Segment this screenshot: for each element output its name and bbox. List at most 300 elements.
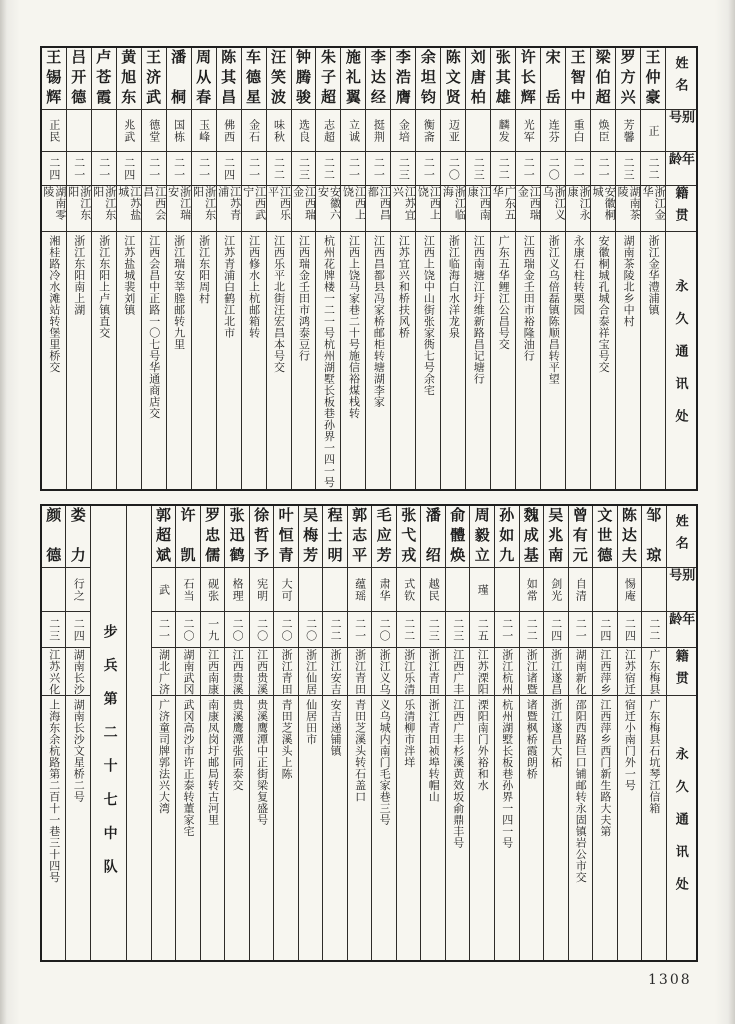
alias-cell: [642, 568, 666, 612]
name-cell: [366, 48, 390, 110]
native-cell: 广东梅县: [642, 648, 666, 696]
alias-cell: 金培: [391, 110, 415, 152]
person-name: 汪 笑 波: [271, 50, 287, 106]
name-cell: [544, 506, 568, 568]
alias-cell: 衡斋: [416, 110, 440, 152]
roster-table-bottom: [40, 504, 698, 962]
age-cell: 二一: [591, 152, 615, 186]
age-cell: 二三: [421, 612, 445, 648]
address-cell: 永康石柱转栗园: [572, 235, 585, 316]
name-cell: [541, 48, 565, 110]
header-age: 年龄: [666, 152, 696, 186]
alias-cell: [92, 110, 116, 152]
roster-table-top: [40, 46, 698, 491]
person-column: [440, 48, 465, 489]
person-column: [615, 48, 640, 489]
age-cell: 二一: [516, 152, 540, 186]
address-cell: 江西萍乡西门新生路大夫第: [598, 699, 611, 837]
native-cell: 浙江东阳: [92, 186, 116, 232]
person-name: 郭 超 斌: [156, 508, 172, 564]
alias-cell: [593, 568, 617, 612]
name-cell: [201, 506, 225, 568]
person-name: 王 智 中: [570, 50, 586, 106]
person-column: [200, 506, 225, 960]
native-cell: 江西萍乡: [593, 648, 617, 696]
alias-cell: 自清: [569, 568, 593, 612]
person-column: [515, 48, 540, 489]
address-cell: 江苏青浦白鹤江北市: [222, 235, 235, 339]
person-name: 邹 琼: [646, 508, 662, 564]
person-column: [445, 506, 470, 960]
person-name: 朱 子 超: [320, 50, 336, 106]
native-cell: 江西瑞金: [292, 186, 316, 232]
person-column: [640, 48, 665, 489]
name-cell: [152, 506, 176, 568]
alias-cell: 砚张: [201, 568, 225, 612]
person-column: [65, 506, 90, 960]
native-cell: 广东五华: [491, 186, 515, 232]
person-column: [568, 506, 593, 960]
address-cell: 江苏宜兴和桥扶风桥: [397, 235, 410, 339]
native-cell: 浙江永康: [566, 186, 590, 232]
address-cell: 江西南塘江圩维新路昌记塘行: [472, 235, 485, 385]
person-column: [396, 506, 421, 960]
native-cell: 江苏青浦: [217, 186, 241, 232]
person-name: 王 济 武: [146, 50, 162, 106]
name-cell: [316, 48, 340, 110]
age-cell: 二一: [348, 612, 372, 648]
address-cell: 仙居田市: [304, 699, 317, 745]
unit-label: 步兵第二十七中队: [101, 624, 117, 893]
address-cell: 安徽桐城孔城合泰祥宝号交: [597, 235, 610, 373]
person-column: [347, 506, 372, 960]
alias-cell: 宪明: [250, 568, 274, 612]
age-cell: 二〇: [441, 152, 465, 186]
native-cell: 江西贵溪: [250, 648, 274, 696]
person-column: [322, 506, 347, 960]
person-column: [415, 48, 440, 489]
native-cell: 江西南康: [201, 648, 225, 696]
age-cell: 二〇: [250, 612, 274, 648]
person-name: 许 凯: [180, 508, 196, 564]
age-cell: 二二: [316, 152, 340, 186]
person-column: [166, 48, 191, 489]
address-cell: 广东五华鲤江公昌号交: [497, 235, 510, 350]
person-name: 余 坦 钧: [420, 50, 436, 106]
person-name: 陈 达 夫: [621, 508, 637, 564]
address-cell: 南康凤岗圩邮局转古河里: [206, 699, 219, 826]
person-column: [592, 506, 617, 960]
age-cell: 二〇: [176, 612, 200, 648]
native-cell: 江苏宜兴: [391, 186, 415, 232]
address-cell: 浙江东阳南上湖: [72, 235, 85, 316]
name-cell: [593, 506, 617, 568]
person-column: [519, 506, 544, 960]
alias-cell: 越民: [421, 568, 445, 612]
address-cell: 江西昌都县冯家桥邮柜转塘湖李家: [372, 235, 385, 408]
address-cell: 武冈高沙市许正泰转董家宅: [182, 699, 195, 837]
person-column: [540, 48, 565, 489]
age-cell: 二二: [323, 612, 347, 648]
name-cell: [250, 506, 274, 568]
person-column: [365, 48, 390, 489]
header-native-place: 籍贯: [666, 186, 696, 232]
name-cell: [267, 48, 291, 110]
alias-cell: [495, 568, 519, 612]
name-cell: [42, 48, 66, 110]
age-cell: 一九: [201, 612, 225, 648]
name-cell: [397, 506, 421, 568]
address-cell: 江西上饶马家巷二十号施信裕煤栈转: [347, 235, 360, 419]
address-cell: 江西上饶中山街张家衖七号余宅: [422, 235, 435, 396]
age-cell: 二一: [366, 152, 390, 186]
native-cell: 浙江仙居: [299, 648, 323, 696]
header-column: [665, 48, 696, 489]
native-cell: 江西会昌: [142, 186, 166, 232]
alias-cell: 国栋: [167, 110, 191, 152]
native-cell: 浙江杭州: [495, 648, 519, 696]
person-column: [224, 506, 249, 960]
address-cell: 浙江义乌倍磊镇陈顺昌转平望: [547, 235, 560, 385]
age-cell: 二三: [292, 152, 316, 186]
address-cell: 浙江东阳上卢镇直交: [97, 235, 110, 339]
person-column: [175, 506, 200, 960]
address-cell: 杭州花牌楼一二一号杭州湖墅长板巷孙界一四一号: [322, 235, 335, 488]
name-cell: [421, 506, 445, 568]
person-name: 程 士 明: [327, 508, 343, 564]
name-cell: [641, 48, 665, 110]
alias-cell: 挺荆: [366, 110, 390, 152]
alias-cell: 格理: [225, 568, 249, 612]
person-name: 娄 力: [70, 508, 86, 564]
native-cell: 浙江临海: [441, 186, 465, 232]
address-cell: 广东梅县石坑琴江信箱: [647, 699, 660, 814]
alias-cell: [42, 568, 66, 612]
person-column: [298, 506, 323, 960]
person-name: 曾 有 元: [572, 508, 588, 564]
name-cell: [67, 48, 91, 110]
person-column: [249, 506, 274, 960]
spacer-column: [126, 506, 151, 960]
name-cell: [274, 506, 298, 568]
address-cell: 湘桂路冷水滩站转堡里桥交: [47, 235, 60, 373]
name-cell: [66, 506, 90, 568]
age-cell: 二一: [167, 152, 191, 186]
age-cell: 二一: [142, 152, 166, 186]
address-cell: 贵溪鹰潭中正街梁复盛号: [255, 699, 268, 826]
address-cell: 广济童司牌郭法兴大湾: [157, 699, 170, 814]
native-cell: 湖南茶陵: [616, 186, 640, 232]
name-cell: [299, 506, 323, 568]
alias-cell: 麟发: [491, 110, 515, 152]
age-cell: 二一: [92, 152, 116, 186]
address-cell: 义乌城内南门毛家巷三号: [378, 699, 391, 826]
alias-cell: 石当: [176, 568, 200, 612]
name-cell: [117, 48, 141, 110]
person-column: [390, 48, 415, 489]
person-column: [340, 48, 365, 489]
native-cell: 江西上饶: [416, 186, 440, 232]
native-cell: 安徽六安: [316, 186, 340, 232]
alias-cell: 光军: [516, 110, 540, 152]
person-column: [241, 48, 266, 489]
name-cell: [616, 48, 640, 110]
person-name: 罗 方 兴: [620, 50, 636, 106]
age-cell: 二〇: [541, 152, 565, 186]
native-cell: 江西昌都: [366, 186, 390, 232]
person-column: [465, 48, 490, 489]
alias-cell: 大可: [274, 568, 298, 612]
address-cell: 浙江东阳周村: [197, 235, 210, 304]
person-name: 张 弋 戎: [401, 508, 417, 564]
address-cell: 浙江青田祯埠转帽山: [427, 699, 440, 803]
alias-cell: 佛西: [217, 110, 241, 152]
native-cell: 湖南长沙: [66, 648, 90, 696]
alias-cell: 芳馨: [616, 110, 640, 152]
native-cell: 江西贵溪: [225, 648, 249, 696]
alias-cell: 志超: [316, 110, 340, 152]
person-column: [617, 506, 642, 960]
header-column: [666, 506, 696, 960]
age-cell: 二二: [267, 152, 291, 186]
person-name: 潘 绍: [425, 508, 441, 564]
age-cell: 二三: [42, 612, 66, 648]
name-cell: [416, 48, 440, 110]
name-cell: [292, 48, 316, 110]
alias-cell: 式钦: [397, 568, 421, 612]
address-cell: 乐清柳市泮垟: [402, 699, 415, 768]
age-cell: 二二: [397, 612, 421, 648]
person-name: 李 达 经: [370, 50, 386, 106]
alias-cell: 武: [152, 568, 176, 612]
person-column: [315, 48, 340, 489]
name-cell: [569, 506, 593, 568]
age-cell: 二三: [446, 612, 470, 648]
name-cell: [167, 48, 191, 110]
person-column: [371, 506, 396, 960]
native-cell: 江西南康: [466, 186, 490, 232]
name-cell: [192, 48, 216, 110]
native-cell: 湖南武冈: [176, 648, 200, 696]
person-column: [590, 48, 615, 489]
age-cell: 二一: [192, 152, 216, 186]
name-cell: [348, 506, 372, 568]
alias-cell: [466, 110, 490, 152]
person-name: 叶 恒 青: [278, 508, 294, 564]
age-cell: 二四: [117, 152, 141, 186]
person-name: 刘 唐 柏: [470, 50, 486, 106]
page-number: 1308: [648, 972, 692, 988]
person-name: 颜 德: [46, 508, 62, 564]
person-name: 张 其 雄: [495, 50, 511, 106]
name-cell: [323, 506, 347, 568]
age-cell: 二二: [641, 152, 665, 186]
age-cell: 二一: [495, 612, 519, 648]
person-name: 潘 桐: [171, 50, 187, 106]
native-cell: 浙江诸暨: [520, 648, 544, 696]
person-column: [116, 48, 141, 489]
person-name: 吴 梅 芳: [303, 508, 319, 564]
person-name: 俞 體 焕: [450, 508, 466, 564]
native-cell: 湖南零陵: [42, 186, 66, 232]
native-cell: 浙江青田: [274, 648, 298, 696]
person-name: 张 迅 鹤: [229, 508, 245, 564]
header-address: 永久通讯处: [673, 279, 689, 442]
alias-cell: 正: [641, 110, 665, 152]
name-cell: [520, 506, 544, 568]
age-cell: 二一: [341, 152, 365, 186]
person-column: [641, 506, 666, 960]
person-name: 卢 苍 霞: [96, 50, 112, 106]
address-cell: 溧阳南门外裕和水: [476, 699, 489, 791]
person-name: 孙 如 九: [499, 508, 515, 564]
address-cell: 浙江遂昌大柘: [549, 699, 562, 768]
alias-cell: 焕臣: [591, 110, 615, 152]
name-cell: [92, 48, 116, 110]
native-cell: 江西上饶: [341, 186, 365, 232]
address-cell: 江西会昌中正路一〇七号华通商店交: [147, 235, 160, 419]
address-cell: 宿迁小南门外一号: [623, 699, 636, 791]
person-name: 宋 岳: [545, 50, 561, 106]
address-cell: 江西乐平北街汪宏昌本号交: [272, 235, 285, 373]
native-cell: 江西广丰: [446, 648, 470, 696]
address-cell: 江西修水上杭邮箱转: [247, 235, 260, 339]
person-name: 周 从 春: [196, 50, 212, 106]
alias-cell: [446, 568, 470, 612]
native-cell: 浙江瑞安: [167, 186, 191, 232]
age-cell: 二三: [391, 152, 415, 186]
native-cell: 湖南新化: [569, 648, 593, 696]
person-name: 罗 忠 儒: [205, 508, 221, 564]
address-cell: 青田芝溪头上陈: [280, 699, 293, 780]
age-cell: 二四: [593, 612, 617, 648]
alias-cell: [67, 110, 91, 152]
address-cell: 上海东余杭路第二百十一巷三十四号: [47, 699, 60, 883]
name-cell: [372, 506, 396, 568]
person-name: 陈 其 昌: [221, 50, 237, 106]
native-cell: 江西瑞金: [516, 186, 540, 232]
name-cell: [470, 506, 494, 568]
person-name: 周 毅 立: [474, 508, 490, 564]
native-cell: 浙江金华: [641, 186, 665, 232]
person-column: [494, 506, 519, 960]
person-name: 郭 志 平: [352, 508, 368, 564]
age-cell: 二四: [618, 612, 642, 648]
person-name: 李 浩 膺: [395, 50, 411, 106]
age-cell: 二二: [642, 612, 666, 648]
age-cell: 二〇: [225, 612, 249, 648]
address-cell: 浙江瑞安莘塍邮转九里: [172, 235, 185, 350]
alias-cell: 选良: [292, 110, 316, 152]
native-cell: 浙江东阳: [192, 186, 216, 232]
person-column: [291, 48, 316, 489]
person-name: 魏 成 基: [523, 508, 539, 564]
person-name: 王 仲 豪: [645, 50, 661, 106]
address-cell: 江西广丰杉溪黄效坂俞鼎丰号: [451, 699, 464, 849]
age-cell: 二〇: [372, 612, 396, 648]
name-cell: [225, 506, 249, 568]
person-column: [565, 48, 590, 489]
person-column: [469, 506, 494, 960]
age-cell: 二一: [242, 152, 266, 186]
native-cell: 浙江遂昌: [544, 648, 568, 696]
header-address: 永久通讯处: [673, 746, 689, 910]
age-cell: 二一: [67, 152, 91, 186]
header-alias: 别号: [667, 568, 696, 612]
alias-cell: 玉峰: [192, 110, 216, 152]
name-cell: [42, 506, 66, 568]
person-column: [273, 506, 298, 960]
address-cell: 江西瑞金壬田市裕隆油行: [522, 235, 535, 362]
address-cell: 杭州湖墅长板巷孙界一四一号: [500, 699, 513, 849]
native-cell: 浙江义乌: [541, 186, 565, 232]
native-cell: 浙江乐清: [397, 648, 421, 696]
person-name: 文 世 德: [597, 508, 613, 564]
person-name: 吴 兆 南: [548, 508, 564, 564]
person-column: [151, 506, 176, 960]
age-cell: 二四: [544, 612, 568, 648]
person-name: 车 德 星: [246, 50, 262, 106]
person-column: [490, 48, 515, 489]
address-cell: 浙江金华澧浦镇: [647, 235, 660, 316]
name-cell: [591, 48, 615, 110]
alias-cell: 行之: [66, 568, 90, 612]
name-cell: [466, 48, 490, 110]
address-cell: 江西瑞金壬田市鸿泰豆行: [297, 235, 310, 362]
alias-cell: 兆武: [117, 110, 141, 152]
person-name: 吕 开 德: [71, 50, 87, 106]
person-name: 梁 伯 超: [595, 50, 611, 106]
native-cell: 安徽桐城: [591, 186, 615, 232]
person-name: 施 礼 翼: [345, 50, 361, 106]
age-cell: 二〇: [299, 612, 323, 648]
person-name: 王 锡 辉: [46, 50, 62, 106]
alias-cell: 立诚: [341, 110, 365, 152]
native-cell: 江西乐平: [267, 186, 291, 232]
age-cell: 二二: [491, 152, 515, 186]
age-cell: 二二: [520, 612, 544, 648]
header-age: 年龄: [667, 612, 696, 648]
name-cell: [441, 48, 465, 110]
name-cell: [618, 506, 642, 568]
address-cell: 湖南长沙文星桥二号: [72, 699, 85, 803]
alias-cell: 迈亚: [441, 110, 465, 152]
name-cell: [176, 506, 200, 568]
address-cell: 贵溪鹰潭张同泰交: [231, 699, 244, 791]
native-cell: 江苏盐城: [117, 186, 141, 232]
native-cell: 浙江青田: [421, 648, 445, 696]
person-column: [216, 48, 241, 489]
native-cell: 江苏宿迁: [618, 648, 642, 696]
native-cell: 浙江东阳: [67, 186, 91, 232]
alias-cell: 重白: [566, 110, 590, 152]
name-cell: [495, 506, 519, 568]
native-cell: 浙江义乌: [372, 648, 396, 696]
person-column: [141, 48, 166, 489]
name-cell: [446, 506, 470, 568]
alias-cell: 如常: [520, 568, 544, 612]
age-cell: 二三: [616, 152, 640, 186]
person-column: [42, 48, 66, 489]
unit-label-column: [90, 506, 126, 960]
alias-cell: 肃华: [372, 568, 396, 612]
name-cell: [142, 48, 166, 110]
age-cell: 二一: [152, 612, 176, 648]
person-column: [420, 506, 445, 960]
header-name: 姓名: [666, 48, 696, 110]
alias-cell: 连芬: [541, 110, 565, 152]
person-column: [191, 48, 216, 489]
